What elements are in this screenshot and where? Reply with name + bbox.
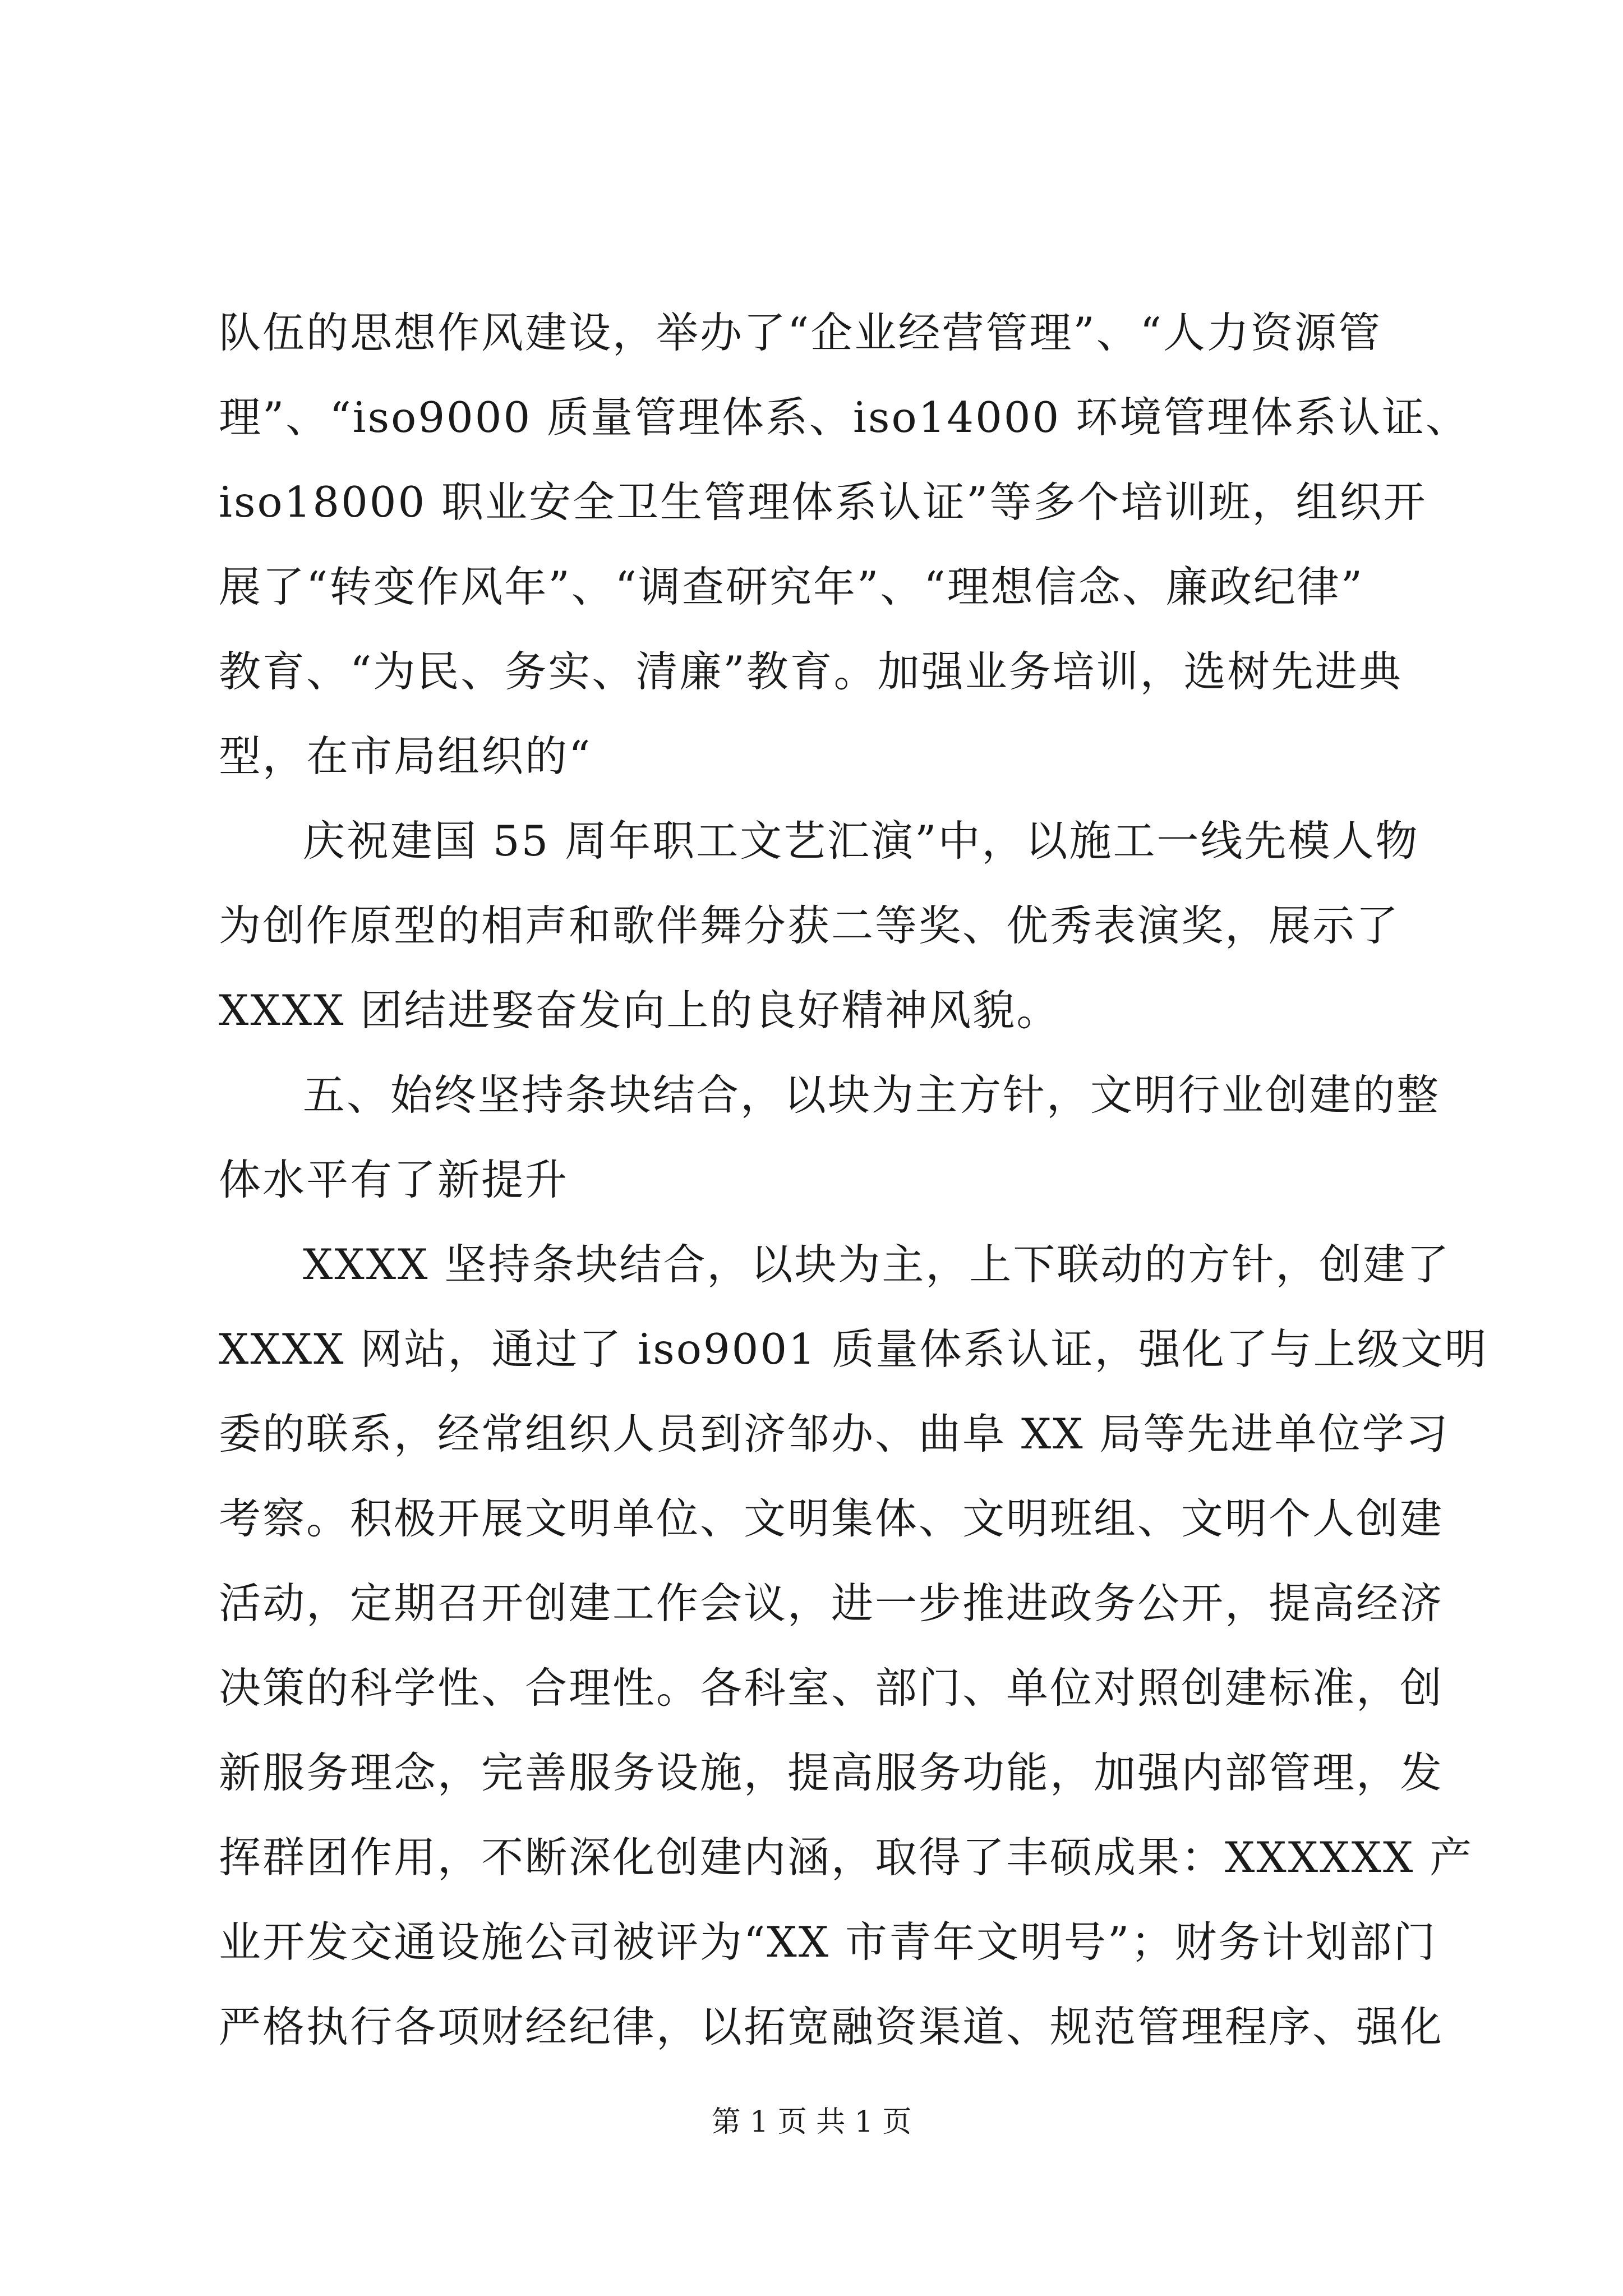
document-body bbox=[219, 291, 1488, 2069]
text-line: XXXX 网站，通过了 iso9001 质量体系认证，强化了与上级文明 bbox=[219, 1324, 1488, 1374]
text-line: 委的联系，经常组织人员到济邹办、曲阜 XX 局等先进单位学习 bbox=[219, 1409, 1450, 1458]
text-line: 庆祝建国 55 周年职工文艺汇演”中，以施工一线先模人物 bbox=[303, 816, 1419, 866]
text-line: 为创作原型的相声和歌伴舞分获二等奖、优秀表演奖，展示了 bbox=[219, 901, 1400, 950]
text-line: iso18000 职业安全卫生管理体系认证”等多个培训班，组织开 bbox=[219, 477, 1427, 527]
text-line: 队伍的思想作风建设，举办了“企业经营管理”、“人力资源管 bbox=[219, 308, 1382, 357]
text-line: 业开发交通设施公司被评为“XX 市青年文明号”；财务计划部门 bbox=[219, 1917, 1437, 1967]
text-line: 挥群团作用，不断深化创建内涵，取得了丰硕成果：XXXXXX 产 bbox=[219, 1833, 1474, 1882]
section-heading-line: 体水平有了新提升 bbox=[219, 1155, 569, 1204]
text-line: XXXX 坚持条块结合，以块为主，上下联动的方针，创建了 bbox=[303, 1240, 1451, 1289]
text-line: 考察。积极开展文明单位、文明集体、文明班组、文明个人创建 bbox=[219, 1494, 1444, 1543]
text-line: 新服务理念，完善服务设施，提高服务功能，加强内部管理，发 bbox=[219, 1748, 1444, 1797]
text-line: 展了“转变作风年”、“调查研究年”、“理想信念、廉政纪律” bbox=[219, 562, 1364, 611]
text-line: XXXX 团结进娶奋发向上的良好精神风貌。 bbox=[219, 986, 1061, 1035]
text-line: 型，在市局组织的“ bbox=[219, 731, 592, 781]
text-line: 严格执行各项财经纪律，以拓宽融资渠道、规范管理程序、强化 bbox=[219, 2002, 1444, 2051]
page-footer: 第 1 页 共 1 页 bbox=[711, 2105, 912, 2139]
text-line: 理”、“iso9000 质量管理体系、iso14000 环境管理体系认证、 bbox=[219, 393, 1470, 442]
text-line: 决策的科学性、合理性。各科室、部门、单位对照创建标准，创 bbox=[219, 1663, 1444, 1713]
text-line: 活动，定期召开创建工作会议，进一步推进政务公开，提高经济 bbox=[219, 1579, 1444, 1628]
text-line: 教育、“为民、务实、清廉”教育。加强业务培训，选树先进典 bbox=[219, 647, 1403, 696]
section-heading-line: 五、始终坚持条块结合，以块为主方针，文明行业创建的整 bbox=[303, 1070, 1441, 1120]
